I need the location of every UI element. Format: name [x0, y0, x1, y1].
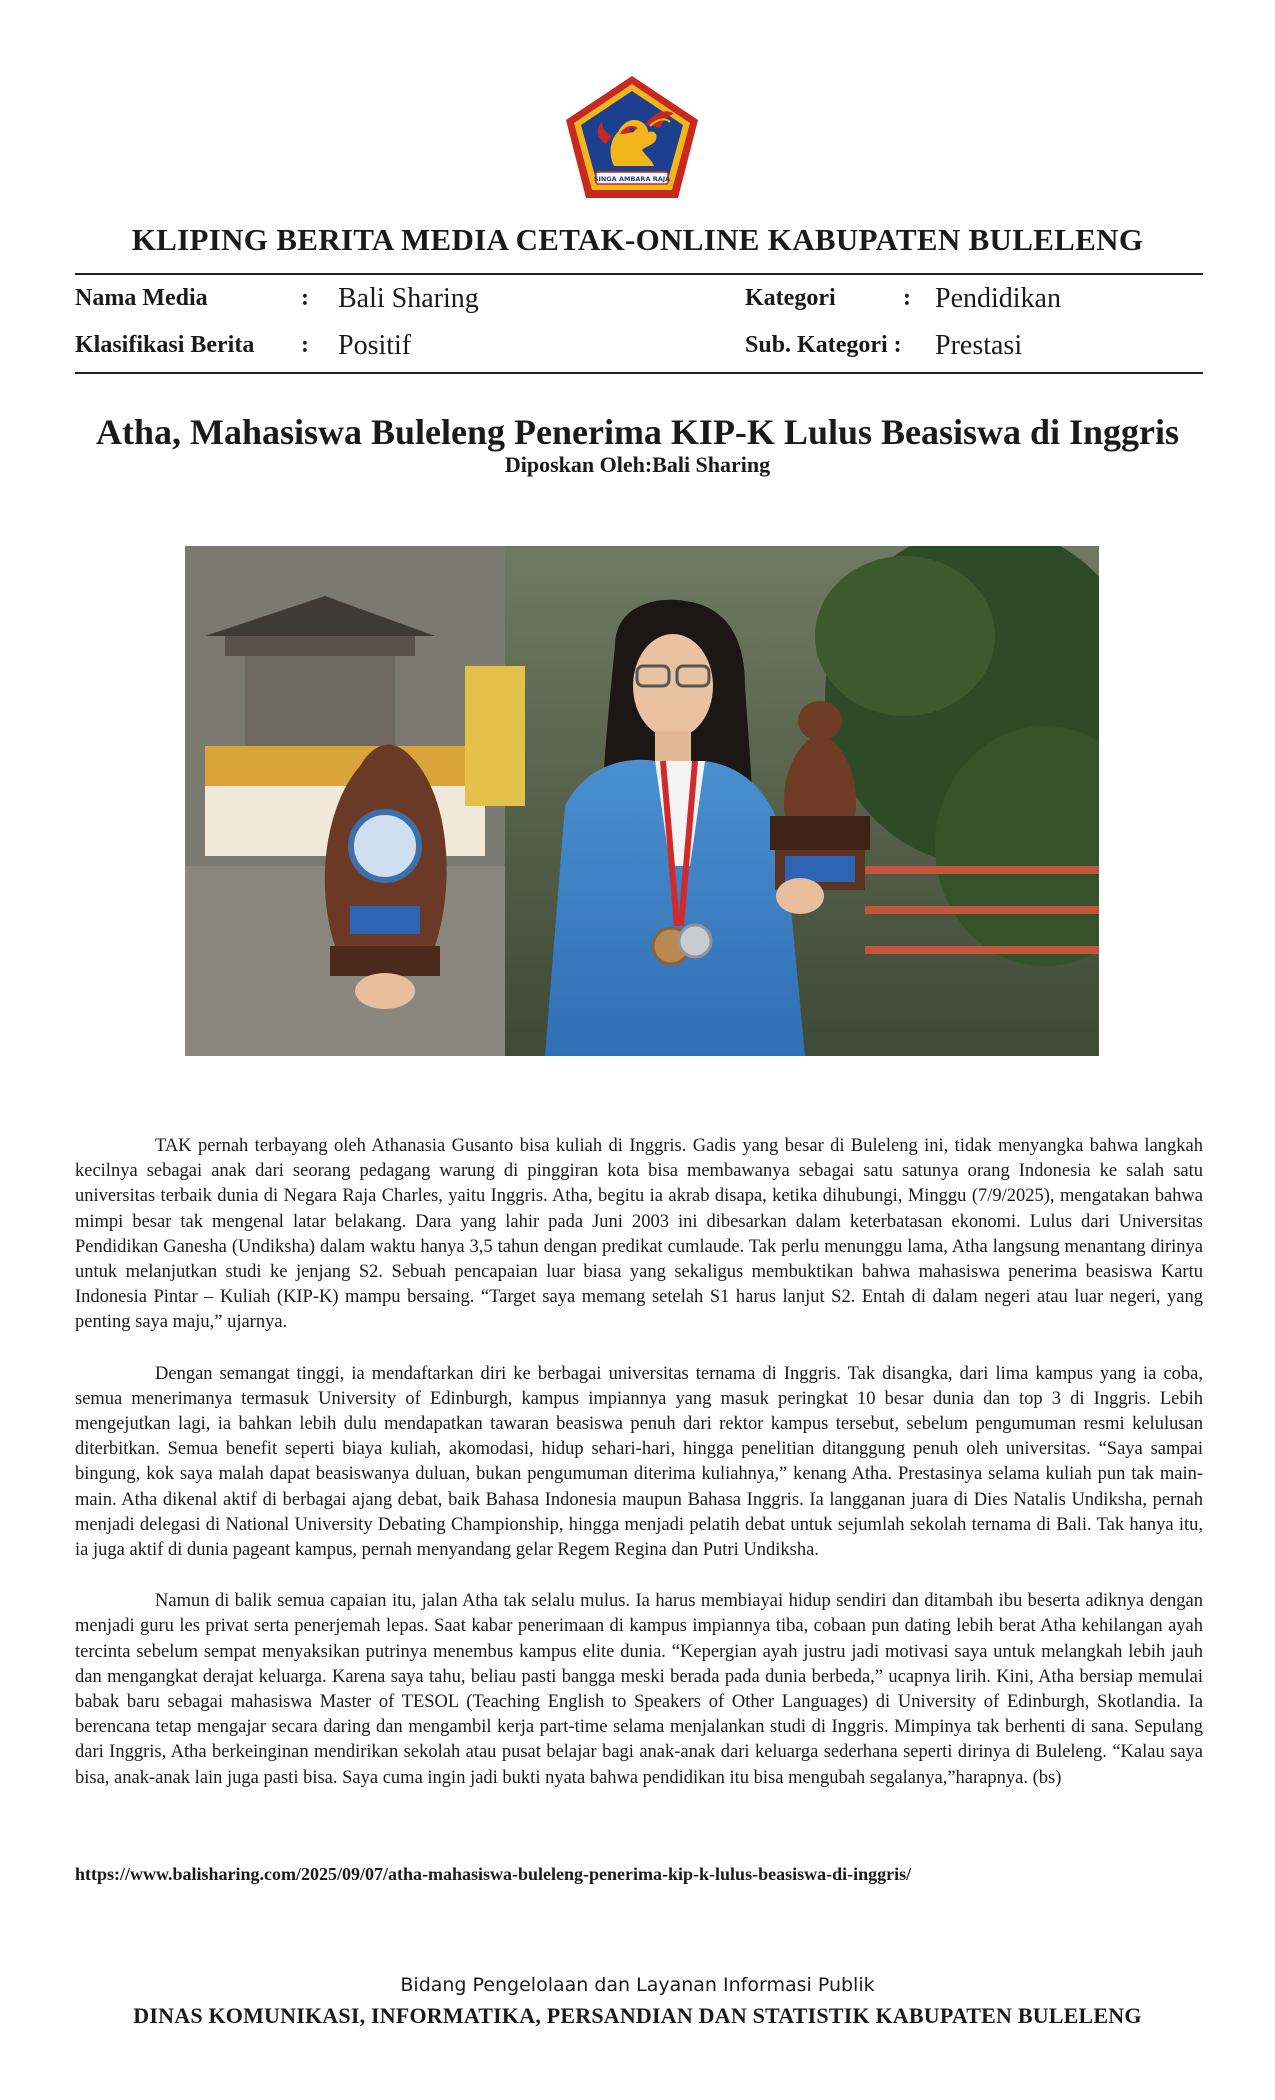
media-value: Bali Sharing — [338, 283, 479, 314]
header-top-rule — [75, 273, 1203, 275]
article-byline: Diposkan Oleh:Bali Sharing — [504, 452, 771, 477]
subkategori-value: Prestasi — [935, 330, 1023, 361]
media-colon: : — [301, 285, 309, 311]
document-title: KLIPING BERITA MEDIA CETAK-ONLINE KABUPATEN BULELENG — [131, 222, 1144, 257]
article-paragraph-1: TAK pernah terbayang oleh Athanasia Gusanto bisa kuliah di Inggris. Gadis yang besar di Buleleng ini, tidak menyangka bahwa langkah kecilnya sebagai anak dari seorang pedagang warung di pinggiran kota bisa membawanya sebagai satu satunya orang Indonesia ke salah satu universitas terbaik dunia di Negara Raja Charles, yaitu Inggris. Atha, begitu ia akrab disapa, ketika dihubungi, Minggu (7/9/2025), mengatakan bahwa mimpi besar tak mengenal latar belakang. Dara yang lahir pada Juni 2003 ini dibesarkan dalam keterbatasan ekonomi. Lulus dari Universitas Pendidikan Ganesha (Undiksha) dalam waktu hanya 3,5 tahun dengan predikat cumlaude. Tak perlu menunggu lama, Atha langsung menantang dirinya untuk melanjutkan studi ke jenjang S2. Sebuah pencapaian luar biasa yang sekaligus membuktikan bahwa mahasiswa penerima beasiswa Kartu Indonesia Pintar – Kuliah (KIP-K) mampu bersaing. “Target saya memang setelah S1 harus lanjut S2. Entah di dalam negeri atau luar negeri, yang penting saya maju,” ujarnya. — [75, 1136, 1203, 1333]
kategori-label: Kategori — [745, 285, 836, 311]
lion-crest-icon — [562, 74, 702, 202]
article-paragraph-2: Dengan semangat tinggi, ia mendaftarkan diri ke berbagai universitas ternama di Inggris. Tak disangka, dari lima kampus yang ia coba, semua menerimanya termasuk University of Edinburgh, kampus impiannya yang masuk peringkat 10 besar dunia dan top 3 di Inggris. Lebih mengejutkan lagi, ia bahkan lebih dulu mendapatkan tawaran beasiswa penuh dari rektor kampus tersebut, sebelum pengumuman resmi kelulusan diterbitkan. Semua benefit seperti biaya kuliah, akomodasi, hidup sehari-hari, hingga penelitian ditanggung penuh oleh universitas. “Saya sampai bingung, kok saya malah dapat beasiswanya duluan, bukan pengumuman diterima kuliahnya,” kenang Atha. Prestasinya selama kuliah pun tak main-main. Atha dikenal aktif di berbagai ajang debat, baik Bahasa Indonesia maupun Bahasa Inggris. Ia langganan juara di Dies Natalis Undiksha, pernah menjadi delegasi di National University Debating Championship, hingga menjadi pelatih debat untuk sejumlah sekolah ternama di Bali. Tak hanya itu, ia juga aktif di dunia pageant kampus, pernah menyandang gelar Regem Regina dan Putri Undiksha. — [75, 1363, 1203, 1561]
svg-text:SINGA AMBARA RAJA: SINGA AMBARA RAJA — [593, 175, 671, 183]
footer-agency: DINAS KOMUNIKASI, INFORMATIKA, PERSANDIAN DAN STATISTIK KABUPATEN BULELENG — [133, 2003, 1142, 2028]
klasifikasi-value: Positif — [338, 330, 412, 361]
kategori-colon: : — [903, 285, 911, 311]
header-bottom-rule — [75, 372, 1203, 374]
article-headline: Atha, Mahasiswa Buleleng Penerima KIP-K Lulus Beasiswa di Inggris — [95, 412, 1180, 452]
footer-department: Bidang Pengelolaan dan Layanan Informasi Publik — [400, 1974, 875, 1996]
klasifikasi-label: Klasifikasi Berita — [75, 332, 255, 358]
media-label: Nama Media — [75, 285, 208, 311]
klasifikasi-colon: : — [301, 332, 309, 358]
article-paragraph-3: Namun di balik semua capaian itu, jalan Atha tak selalu mulus. Ia harus membiayai hidup sendiri dan ditambah ibu beserta adiknya dengan menjadi guru les privat serta penerjemah lepas. Saat kabar penerimaan di kampus impiannya tiba, cobaan pun dating lebih berat Atha kehilangan ayah tercinta sebelum sempat menyaksikan putrinya menembus kampus elite dunia. “Kepergian ayah justru jadi motivasi saya untuk melangkah lebih jauh dan mengangkat derajat keluarga. Karena saya tahu, beliau pasti bangga meski berada pada dunia berbeda,” ucapnya lirih. Kini, Atha bersiap memulai babak baru sebagai mahasiswa Master of TESOL (Teaching English to Speakers of Other Languages) di University of Edinburgh, Skotlandia. Ia berencana tetap mengajar secara daring dan mengambil kerja part-time selama menjalankan studi di Inggris. Mimpinya tak berhenti di sana. Sepulang dari Inggris, Atha berkeinginan mendirikan sekolah atau pusat belajar bagi anak-anak dari keluarga sederhana seperti dirinya di Buleleng. “Kalau saya bisa, anak-anak lain juga pasti bisa. Saya cuma ingin jadi bukti nyata bahwa pendidikan itu bisa mengubah segalanya,”harapnya. (bs) — [75, 1591, 1203, 1788]
kategori-value: Pendidikan — [935, 283, 1061, 314]
regency-logo — [562, 74, 702, 202]
article-body — [75, 1134, 1203, 1817]
subkategori-label: Sub. Kategori : — [745, 332, 902, 358]
article-photo — [185, 546, 1099, 1056]
source-url: https://www.balisharing.com/2025/09/07/atha-mahasiswa-buleleng-penerima-kip-k-lulus-beasiswa-di-inggris/ — [75, 1864, 912, 1884]
